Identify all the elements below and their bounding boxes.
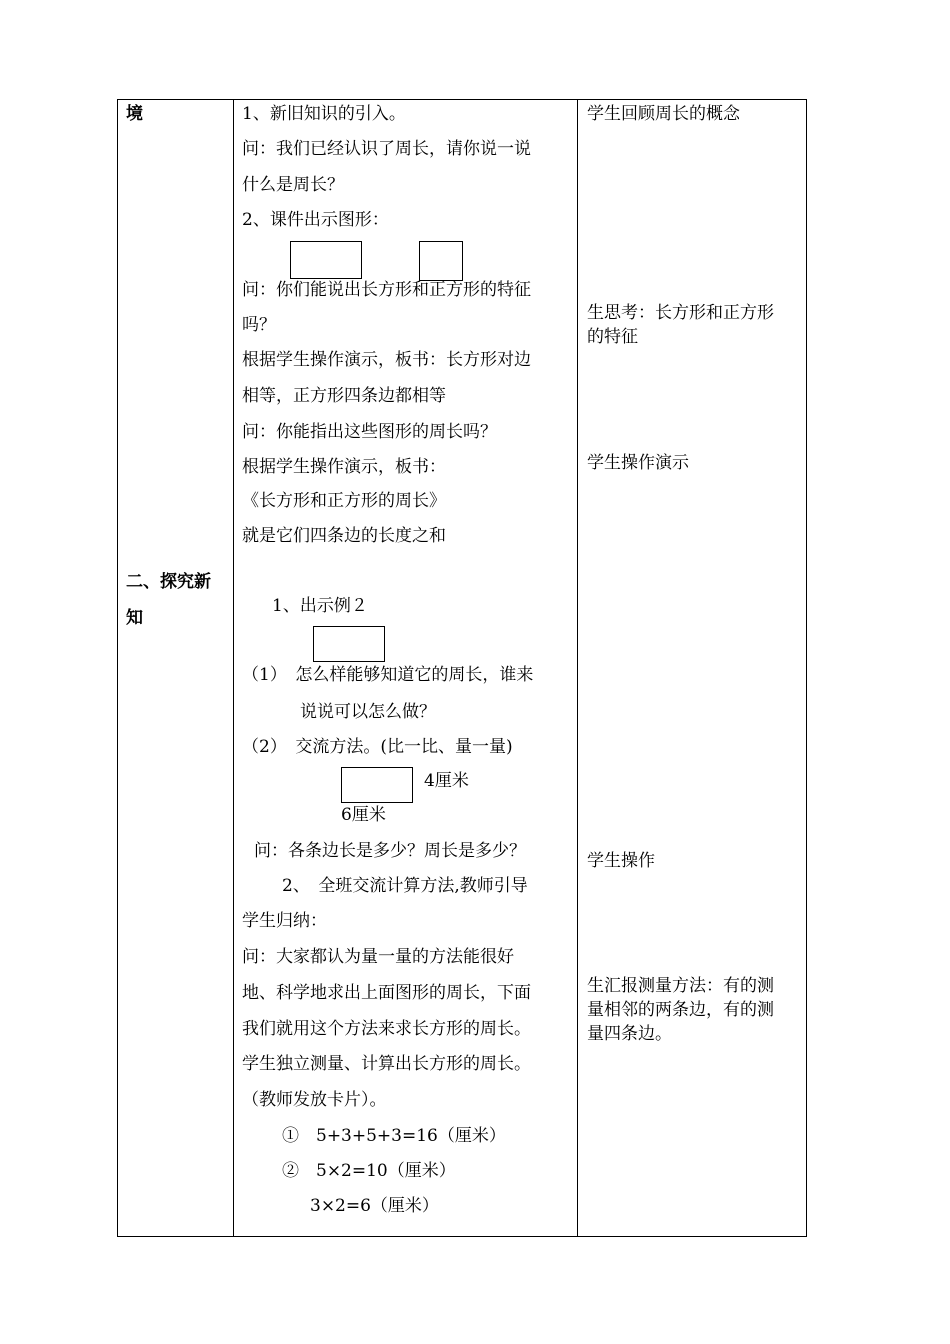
content-line: 问：你们能说出长方形和正方形的特征 [242,280,531,300]
content-line: 我们就用这个方法来求长方形的周长。 [242,1019,531,1039]
content-line: （2） 交流方法。(比一比、量一量) [242,737,513,757]
measured-rectangle [341,767,413,803]
content-line: 说说可以怎么做？ [300,702,436,722]
calc-line-1: ① 5+3+5+3=16（厘米） [282,1126,506,1146]
example-rectangle [313,626,385,662]
content-line: 问：你能指出这些图形的周长吗？ [242,422,497,442]
stage-label-top: 境 [126,104,143,124]
content-line: 问：大家都认为量一量的方法能很好 [242,947,514,967]
rectangle-width-label: 4厘米 [424,771,469,791]
content-line: 就是它们四条边的长度之和 [242,526,446,546]
student-activity: 量四条边。 [587,1024,672,1044]
student-activity: 的特征 [587,327,638,347]
content-line: （1） 怎么样能够知道它的周长，谁来 [242,665,534,685]
content-line: （教师发放卡片）。 [242,1090,387,1110]
content-line: 学生独立测量、计算出长方形的周长。 [242,1054,531,1074]
student-activity: 学生操作演示 [587,453,689,473]
content-line: 地、科学地求出上面图形的周长，下面 [242,983,531,1003]
content-line: 学生归纳： [242,911,327,931]
content-line: 根据学生操作演示，板书： [242,457,446,477]
square-figure [419,241,463,281]
rectangle-figure [290,241,362,279]
content-line: 相等，正方形四条边都相等 [242,386,446,406]
content-line: 1、出示例２ [272,596,368,616]
content-line: 吗？ [242,315,276,335]
student-activity: 学生操作 [587,851,655,871]
content-line: 问：我们已经认识了周长，请你说一说 [242,139,531,159]
content-line: 根据学生操作演示，板书：长方形对边 [242,350,531,370]
content-line: 2、课件出示图形： [242,210,389,230]
content-line: 问：各条边长是多少？周长是多少？ [254,841,526,861]
rectangle-length-label: 6厘米 [341,805,386,825]
student-activity: 生思考：长方形和正方形 [587,303,774,323]
column-divider-2 [577,100,578,1236]
content-line: 2、 全班交流计算方法,教师引导 [282,876,528,896]
student-activity: 学生回顾周长的概念 [587,104,740,124]
section-title-line2: 知 [126,608,143,628]
calc-line-3: 3×2=6（厘米） [310,1196,439,1216]
student-activity: 量相邻的两条边，有的测 [587,1000,774,1020]
calc-line-2: ② 5×2=10（厘米） [282,1161,456,1181]
student-activity: 生汇报测量方法：有的测 [587,976,774,996]
column-divider-1 [233,100,234,1236]
content-line: 什么是周长？ [242,175,344,195]
section-title-line1: 二、探究新 [126,572,211,592]
content-line: 《长方形和正方形的周长》 [242,491,446,511]
content-line: 1、新旧知识的引入。 [242,104,406,124]
